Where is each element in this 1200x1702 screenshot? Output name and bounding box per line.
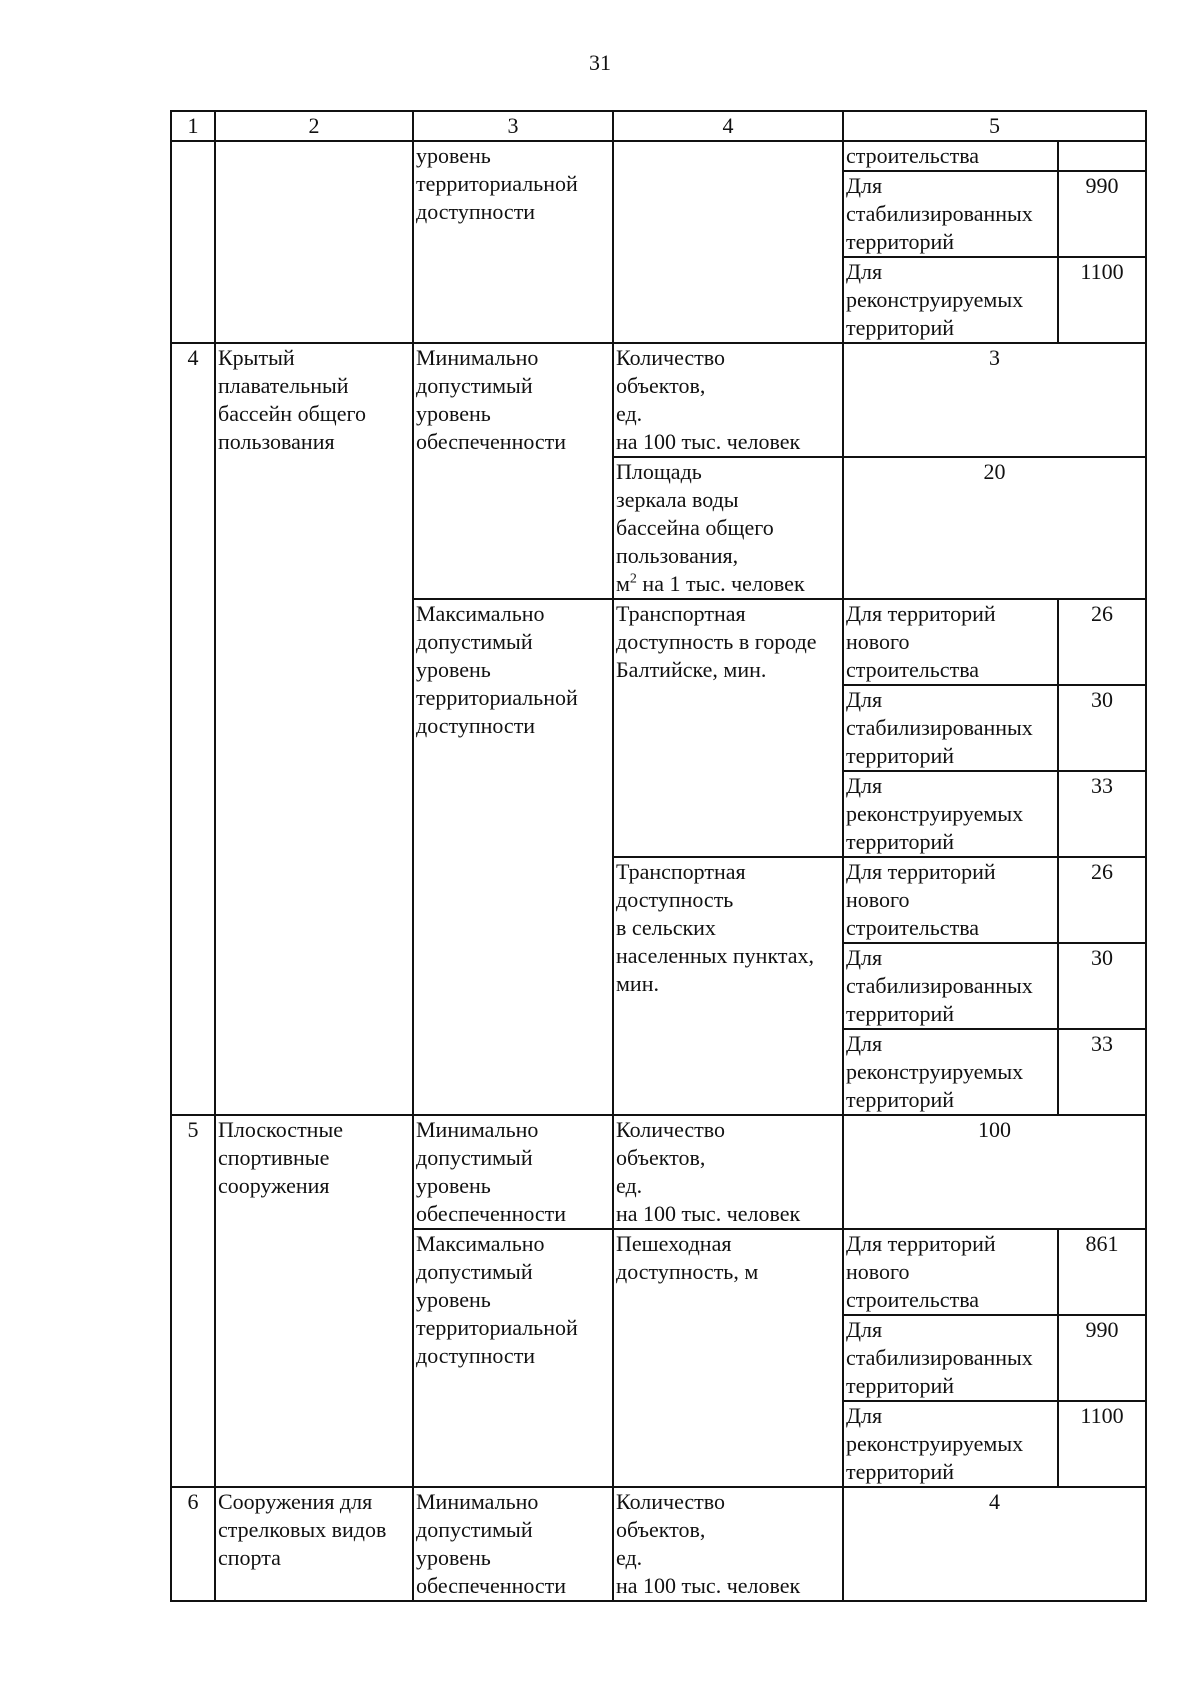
condition-cell: Для стабилизированных территорий [843,943,1058,1029]
indicator-cell: Количество объектов, ед. на 100 тыс. человек [613,343,843,457]
cont-condition-cell: строительства [843,141,1058,171]
indicator-cell: Площадь зеркала воды бассейна общего пользования, $м^2$ на 1 тыс. человек [613,457,843,599]
cont-value-cell [1058,141,1146,171]
cont-name-cell [215,141,413,343]
cont-indicator-cell [613,141,843,343]
value-cell: 990 [1058,1315,1146,1401]
condition-cell: Для стабилизированных территорий [843,685,1058,771]
indicator-cell: Количество объектов, ед. на 100 тыс. человек [613,1115,843,1229]
level-cell: Минимально допустимый уровень обеспеченности [413,1487,613,1601]
cont-value-cell: 990 [1058,171,1146,257]
table-row [171,1115,1146,1229]
indicator-cell: Пешеходная доступность, м [613,1229,843,1487]
row-number: 6 [171,1487,215,1601]
header-col-3: 3 [413,111,613,141]
condition-cell: Для реконструируемых территорий [843,1401,1058,1487]
level-cell: Максимально допустимый уровень территориальной доступности [413,1229,613,1487]
object-name-cell: Сооружения для стрелковых видов спорта [215,1487,413,1601]
condition-cell: Для территорий нового строительства [843,857,1058,943]
cont-level-cell: уровень территориальной доступности [413,141,613,343]
header-col-4: 4 [613,111,843,141]
cont-value-cell: 1100 [1058,257,1146,343]
header-col-1: 1 [171,111,215,141]
condition-cell: Для реконструируемых территорий [843,1029,1058,1115]
value-cell: 26 [1058,857,1146,943]
value-cell: 861 [1058,1229,1146,1315]
table-row [171,1487,1146,1601]
level-cell: Минимально допустимый уровень обеспеченности [413,343,613,599]
header-col-2: 2 [215,111,413,141]
level-cell: Максимально допустимый уровень территориальной доступности [413,599,613,1115]
value-cell: 30 [1058,943,1146,1029]
object-name-cell: Крытый плавательный бассейн общего пользования [215,343,413,1115]
page-number: 31 [589,50,611,75]
table-row [171,141,1146,171]
level-cell: Минимально допустимый уровень обеспеченности [413,1115,613,1229]
value-cell: 20 [843,457,1146,599]
cont-condition-cell: Для реконструируемых территорий [843,257,1058,343]
norms-table [170,110,1147,1602]
value-cell: 4 [843,1487,1146,1601]
value-cell: 30 [1058,685,1146,771]
row-number: 5 [171,1115,215,1487]
value-cell: 100 [843,1115,1146,1229]
value-cell: 33 [1058,1029,1146,1115]
cont-condition-cell: Для стабилизированных территорий [843,171,1058,257]
condition-cell: Для территорий нового строительства [843,599,1058,685]
condition-cell: Для реконструируемых территорий [843,771,1058,857]
value-cell: 26 [1058,599,1146,685]
value-cell: 3 [843,343,1146,457]
value-cell: 33 [1058,771,1146,857]
value-cell: 1100 [1058,1401,1146,1487]
indicator-cell: Количество объектов, ед. на 100 тыс. человек [613,1487,843,1601]
header-col-5: 5 [843,111,1146,141]
table-row [171,343,1146,457]
row-number: 4 [171,343,215,1115]
condition-cell: Для стабилизированных территорий [843,1315,1058,1401]
indicator-cell: Транспортная доступность в городе Балтийске, мин. [613,599,843,857]
indicator-cell: Транспортная доступность в сельских населенных пунктах, мин. [613,857,843,1115]
condition-cell: Для территорий нового строительства [843,1229,1058,1315]
cont-number-cell [171,141,215,343]
object-name-cell: Плоскостные спортивные сооружения [215,1115,413,1487]
table-header-row [171,111,1146,141]
